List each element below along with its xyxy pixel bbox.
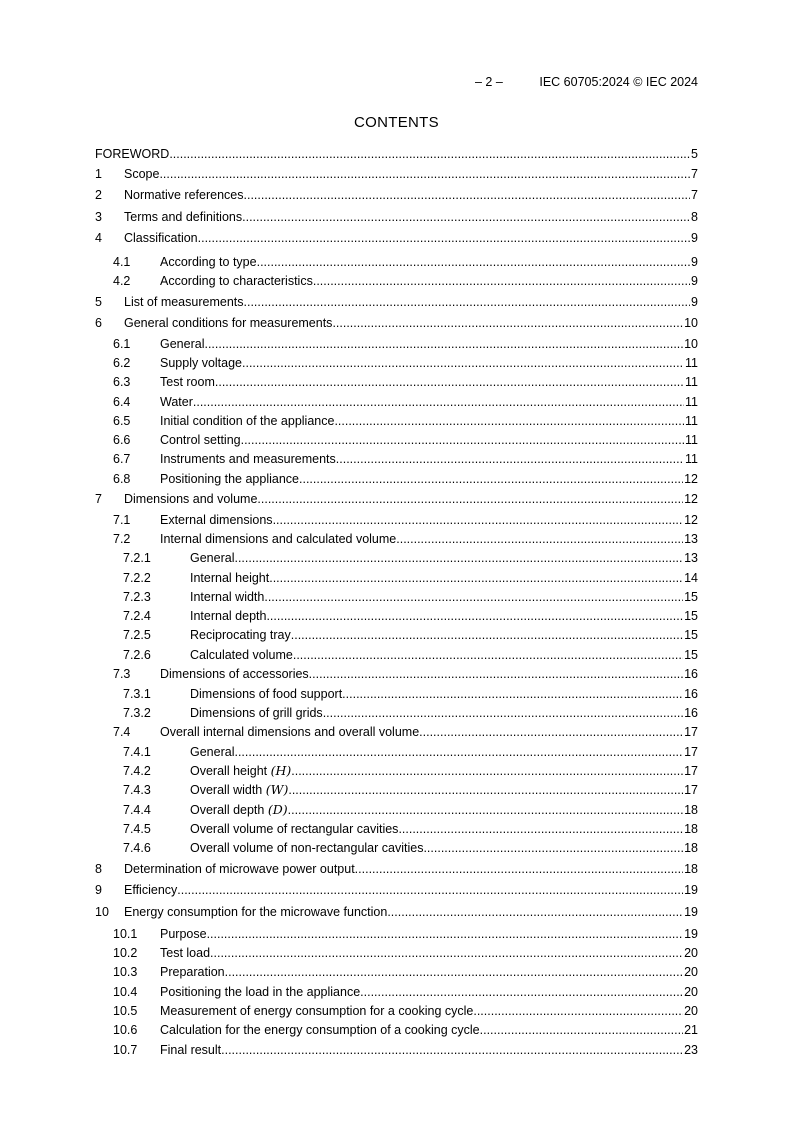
toc-entry-page: 12 [684,513,698,527]
toc-entry[interactable] [95,724,698,740]
toc-leader-dots [288,782,683,798]
toc-entry[interactable] [95,550,698,566]
toc-entry-title: Overall volume of non-rectangular cavities [190,841,424,855]
toc-leader-dots [234,744,683,760]
toc-leader-dots [323,705,683,721]
document-id: IEC 60705:2024 © IEC 2024 [539,75,698,89]
toc-leader-dots [198,230,690,246]
toc-leader-dots [244,187,691,203]
toc-entry-number: 7.1 [113,513,131,527]
toc-leader-dots [480,1022,683,1038]
toc-entry-page: 11 [685,452,698,466]
toc-entry-title: Test load [160,946,211,960]
toc-entry[interactable] [95,336,698,352]
toc-entry[interactable] [95,782,698,798]
toc-leader-dots [264,589,683,605]
toc-leader-dots [291,627,683,643]
toc-entry-variable: (D) [267,802,288,817]
toc-entry[interactable] [95,861,698,877]
toc-entry-page: 9 [691,295,698,309]
toc-entry-page: 17 [684,745,698,759]
toc-leader-dots [241,432,684,448]
toc-entry-number: 6.5 [113,414,131,428]
toc-entry-page: 20 [684,965,698,979]
toc-entry-title: Reciprocating tray [190,628,291,642]
toc-entry-page: 18 [684,841,698,855]
toc-leader-dots [210,945,683,961]
toc-entry-title: Dimensions of accessories [160,667,309,681]
toc-leader-dots [257,254,690,270]
toc-entry[interactable] [95,608,698,624]
toc-entry[interactable] [95,763,698,779]
toc-entry-page: 19 [684,883,698,897]
toc-entry-title: Classification [124,231,198,245]
toc-entry[interactable] [95,254,698,270]
toc-entry-page: 8 [691,210,698,224]
toc-leader-dots [215,374,684,390]
toc-entry-page: 5 [691,147,698,161]
toc-entry-title: Instruments and measurements [160,452,336,466]
toc-entry-number: 2 [95,188,102,202]
toc-leader-dots [423,840,683,856]
toc-leader-dots [169,146,690,162]
toc-entry-number: 7.3 [113,667,131,681]
toc-entry-title: Scope [124,167,160,181]
toc-entry[interactable] [95,1042,698,1058]
toc-entry[interactable] [95,686,698,702]
toc-entry-number: 6 [95,316,102,330]
toc-entry-title: Final result [160,1043,222,1057]
toc-leader-dots [193,394,684,410]
toc-leader-dots [293,647,683,663]
toc-entry-page: 18 [684,822,698,836]
toc-entry-page: 14 [684,571,698,585]
toc-leader-dots [159,166,690,182]
toc-leader-dots [360,984,683,1000]
toc-entry[interactable] [95,840,698,856]
toc-entry-number: 10.7 [113,1043,138,1057]
toc-entry-number: 10 [95,905,109,919]
toc-entry-page: 15 [684,648,698,662]
toc-entry[interactable] [95,570,698,586]
toc-entry-page: 13 [684,532,698,546]
toc-leader-dots [288,802,683,818]
toc-leader-dots [177,882,683,898]
toc-entry-title: Overall width (W) [190,782,289,797]
toc-leader-dots [419,724,683,740]
toc-entry[interactable] [95,491,698,507]
toc-entry-number: 10.3 [113,965,138,979]
toc-entry[interactable] [95,374,698,390]
toc-entry-page: 11 [685,433,698,447]
toc-entry-title: Control setting [160,433,241,447]
toc-entry[interactable] [95,451,698,467]
toc-leader-dots [207,926,684,942]
toc-entry-variable: (H) [270,763,292,778]
toc-entry-page: 9 [691,274,698,288]
toc-entry[interactable] [95,882,698,898]
toc-entry-page: 20 [684,1004,698,1018]
toc-entry-variable: (W) [265,782,289,797]
toc-entry[interactable] [95,230,698,246]
toc-leader-dots [257,491,683,507]
toc-entry-title: Overall internal dimensions and overall volume [160,725,420,739]
toc-entry-number: 7.2.3 [123,590,151,604]
toc-leader-dots [225,964,683,980]
toc-entry-number: 4.2 [113,274,131,288]
toc-entry[interactable] [95,945,698,961]
toc-leader-dots [242,355,684,371]
toc-entry-page: 15 [684,628,698,642]
toc-leader-dots [244,294,691,310]
toc-entry-number: 7.2.6 [123,648,151,662]
toc-entry-number: 7.4.5 [123,822,151,836]
toc-entry[interactable] [95,531,698,547]
toc-entry-title: FOREWORD [95,147,170,161]
toc-entry[interactable] [95,394,698,410]
toc-entry-page: 15 [684,590,698,604]
toc-entry-number: 6.8 [113,472,131,486]
toc-entry[interactable] [95,647,698,663]
toc-entry-page: 12 [684,472,698,486]
toc-entry-number: 7.2.1 [123,551,151,565]
toc-entry[interactable] [95,666,698,682]
toc-leader-dots [309,666,683,682]
toc-entry-number: 6.6 [113,433,131,447]
page-number: – 2 – [475,75,503,89]
toc-entry[interactable] [95,589,698,605]
toc-entry-number: 9 [95,883,102,897]
toc-leader-dots [398,821,683,837]
toc-leader-dots [387,904,683,920]
toc-entry-title: Terms and definitions [124,210,243,224]
toc-entry-title: Overall height (H) [190,763,292,778]
toc-entry[interactable] [95,355,698,371]
toc-entry-number: 6.3 [113,375,131,389]
toc-entry[interactable] [95,744,698,760]
toc-entry-page: 18 [684,862,698,876]
toc-entry-title: External dimensions [160,513,273,527]
toc-entry-title: Overall volume of rectangular cavities [190,822,399,836]
toc-leader-dots [342,686,683,702]
toc-entry-number: 10.4 [113,985,138,999]
toc-leader-dots [266,608,683,624]
toc-entry-page: 17 [684,764,698,778]
toc-entry-page: 10 [684,337,698,351]
toc-leader-dots [355,861,683,877]
toc-entry-title: Internal dimensions and calculated volume [160,532,397,546]
toc-entry-title: Dimensions of food support [190,687,343,701]
toc-entry-title: Overall depth (D) [190,802,288,817]
toc-entry-page: 17 [684,725,698,739]
toc-entry-number: 5 [95,295,102,309]
toc-entry-title: Dimensions and volume [124,492,258,506]
toc-entry-number: 7.4.2 [123,764,151,778]
toc-entry-page: 19 [684,905,698,919]
toc-entry[interactable] [95,705,698,721]
page-header [95,75,698,93]
toc-entry-page: 16 [684,667,698,681]
toc-entry-title: According to characteristics [160,274,313,288]
toc-entry-number: 8 [95,862,102,876]
toc-entry-number: 7.4.1 [123,745,151,759]
toc-leader-dots [221,1042,683,1058]
toc-entry-number: 7 [95,492,102,506]
toc-leader-dots [242,209,690,225]
toc-entry-page: 19 [684,927,698,941]
toc-entry[interactable] [95,187,698,203]
toc-leader-dots [332,315,683,331]
toc-entry-number: 10.2 [113,946,138,960]
toc-entry-number: 1 [95,167,102,181]
toc-entry-title: Efficiency [124,883,178,897]
toc-entry-page: 7 [691,167,698,181]
toc-entry-number: 7.4 [113,725,131,739]
toc-entry-number: 7.2.2 [123,571,151,585]
toc-entry-title: Energy consumption for the microwave function [124,905,388,919]
toc-entry-title: Purpose [160,927,207,941]
toc-leader-dots [396,531,683,547]
toc-entry[interactable] [95,1022,698,1038]
toc-entry-page: 20 [684,946,698,960]
toc-entry-title: Preparation [160,965,225,979]
toc-entry[interactable] [95,432,698,448]
toc-entry-page: 9 [691,255,698,269]
toc-entry-number: 3 [95,210,102,224]
toc-entry-title: Calculation for the energy consumption of a cooking cycle [160,1023,480,1037]
toc-entry-number: 7.2.4 [123,609,151,623]
toc-entry[interactable] [95,273,698,289]
toc-entry-number: 10.5 [113,1004,138,1018]
toc-entry-title: Test room [160,375,215,389]
toc-entry-title: Calculated volume [190,648,293,662]
toc-entry-title: Positioning the load in the appliance [160,985,361,999]
toc-entry-title: Internal height [190,571,270,585]
toc-entry[interactable] [95,166,698,182]
toc-entry[interactable] [95,413,698,429]
toc-entry-number: 6.4 [113,395,131,409]
toc-entry-title: General conditions for measurements [124,316,333,330]
toc-entry-page: 18 [684,803,698,817]
toc-entry-number: 6.1 [113,337,131,351]
toc-leader-dots [273,512,684,528]
toc-leader-dots [473,1003,683,1019]
toc-entry[interactable] [95,964,698,980]
toc-entry-number: 7.3.1 [123,687,151,701]
toc-leader-dots [299,471,683,487]
toc-leader-dots [204,336,683,352]
toc-entry-page: 20 [684,985,698,999]
toc-entry[interactable] [95,821,698,837]
toc-entry-title: According to type [160,255,257,269]
toc-entry[interactable] [95,926,698,942]
toc-entry-number: 10.6 [113,1023,138,1037]
toc-entry-title: General [190,745,235,759]
toc-entry[interactable] [95,984,698,1000]
toc-entry-page: 15 [684,609,698,623]
toc-entry[interactable] [95,904,698,920]
toc-entry-number: 6.7 [113,452,131,466]
toc-entry-title: Initial condition of the appliance [160,414,335,428]
toc-entry-title: General [160,337,205,351]
toc-entry-number: 4 [95,231,102,245]
toc-entry-page: 16 [684,687,698,701]
toc-leader-dots [336,451,684,467]
toc-entry-title: List of measurements [124,295,244,309]
toc-entry-title: Internal width [190,590,265,604]
toc-entry-number: 7.3.2 [123,706,151,720]
toc-entry[interactable] [95,802,698,818]
toc-entry-title: General [190,551,235,565]
toc-entry-title: Measurement of energy consumption for a cooking cycle [160,1004,474,1018]
toc-entry-page: 21 [684,1023,698,1037]
toc-entry-page: 17 [684,783,698,797]
toc-entry-page: 11 [685,414,698,428]
toc-leader-dots [291,763,683,779]
toc-entry[interactable] [95,146,698,162]
toc-entry-page: 11 [685,356,698,370]
toc-entry[interactable] [95,294,698,310]
toc-entry-title: Determination of microwave power output [124,862,355,876]
toc-entry-page: 23 [684,1043,698,1057]
toc-entry[interactable] [95,471,698,487]
toc-entry-title: Dimensions of grill grids [190,706,323,720]
toc-entry-page: 10 [684,316,698,330]
toc-entry-page: 11 [685,395,698,409]
toc-entry-number: 4.1 [113,255,131,269]
toc-entry-page: 9 [691,231,698,245]
toc-entry-title: Normative references [124,188,244,202]
toc-leader-dots [234,550,683,566]
toc-entry-number: 7.2.5 [123,628,151,642]
toc-entry-number: 7.4.3 [123,783,151,797]
toc-entry[interactable] [95,512,698,528]
toc-entry-number: 10.1 [113,927,138,941]
toc-entry-number: 7.4.6 [123,841,151,855]
toc-title: CONTENTS [354,114,439,131]
toc-entry[interactable] [95,627,698,643]
toc-entry-number: 7.2 [113,532,131,546]
toc-entry-page: 11 [685,375,698,389]
toc-entry-title: Positioning the appliance [160,472,299,486]
toc-entry-title: Internal depth [190,609,267,623]
toc-entry-number: 7.4.4 [123,803,151,817]
toc-entry-page: 13 [684,551,698,565]
toc-leader-dots [313,273,690,289]
toc-entry[interactable] [95,1003,698,1019]
toc-entry-title: Supply voltage [160,356,243,370]
toc-entry-page: 7 [691,188,698,202]
toc-entry[interactable] [95,315,698,331]
toc-entry-number: 6.2 [113,356,131,370]
toc-entry-page: 12 [684,492,698,506]
toc-leader-dots [334,413,684,429]
toc-entry-page: 16 [684,706,698,720]
toc-leader-dots [269,570,683,586]
toc-entry[interactable] [95,209,698,225]
toc-entry-title: Water [160,395,193,409]
